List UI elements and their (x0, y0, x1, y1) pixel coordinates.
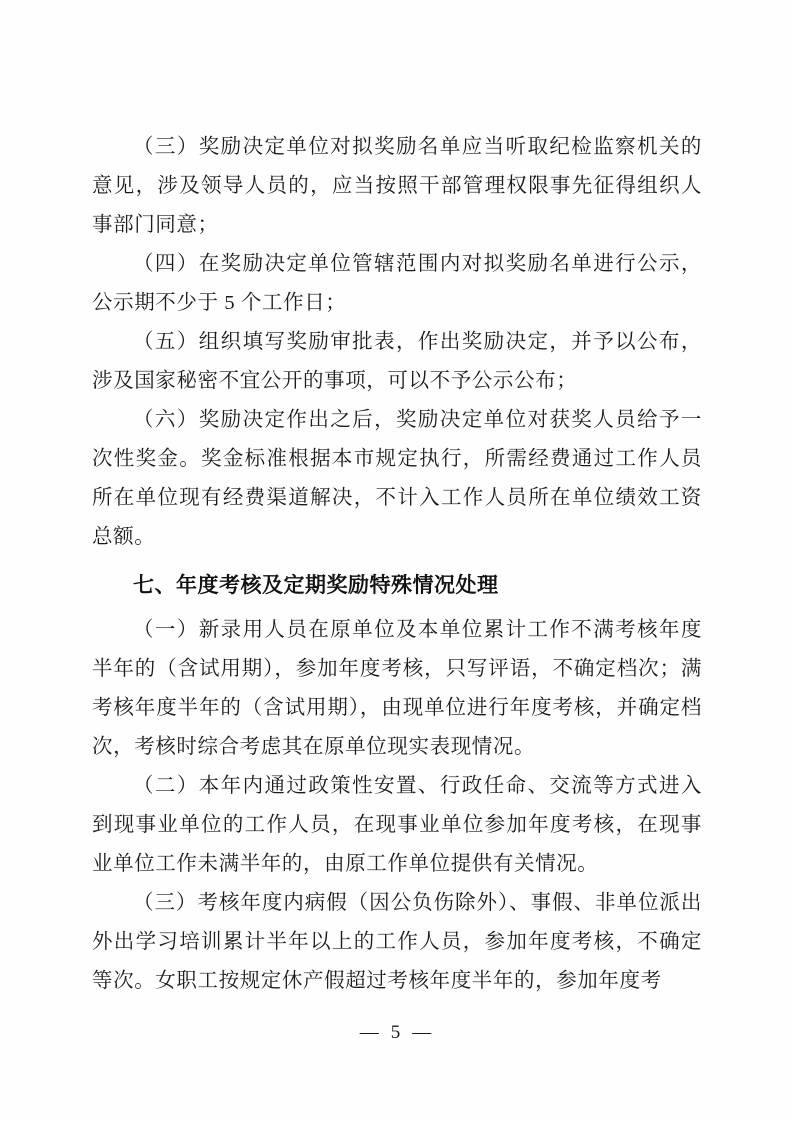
document-body (92, 128, 702, 1001)
paragraph-item-6: （六）奖励决定作出之后，奖励决定单位对获奖人员给予一次性奖金。奖金标准根据本市规定执行，所需经费通过工作人员所在单位现有经费渠道解决，不计入工作人员所在单位绩效工资总额。 (92, 409, 702, 548)
paragraph-item-4: （四）在奖励决定单位管辖范围内对拟奖励名单进行公示，公示期不少于 5 个工作日； (92, 253, 702, 314)
paragraph-item-3: （三）奖励决定单位对拟奖励名单应当听取纪检监察机关的意见，涉及领导人员的，应当按照干部管理权限事先征得组织人事部门同意； (92, 136, 702, 236)
section-spacer (92, 557, 702, 559)
paragraph-item-5: （五）组织填写奖励审批表，作出奖励决定，并予以公布，涉及国家秘密不宜公开的事项，可以不予公示公布； (92, 331, 702, 392)
footer-left-dash: — (359, 1022, 381, 1043)
footer-right-dash: — (412, 1022, 434, 1043)
section-paragraph-item-2: （二）本年内通过政策性安置、行政任命、交流等方式进入到现事业单位的工作人员，在现事业单位参加年度考核，在现事业单位工作未满半年的，由原工作单位提供有关情况。 (92, 775, 702, 875)
footer-page-number: 5 (390, 1022, 403, 1043)
section-paragraph-item-1: （一）新录用人员在原单位及本单位累计工作不满考核年度半年的（含试用期），参加年度考核，只写评语，不确定档次；满考核年度半年的（含试用期），由现单位进行年度考核，并确定档次，考核时综合考虑其在原单位现实表现情况。 (92, 619, 702, 758)
section-heading-seven: 七、年度考核及定期奖励特殊情况处理 (133, 574, 499, 597)
page-footer (0, 1022, 793, 1044)
section-paragraph-item-3: （三）考核年度内病假（因公负伤除外）、事假、非单位派出外出学习培训累计半年以上的工作人员，参加年度考核，不确定等次。女职工按规定休产假超过考核年度半年的，参加年度考 (92, 892, 702, 992)
